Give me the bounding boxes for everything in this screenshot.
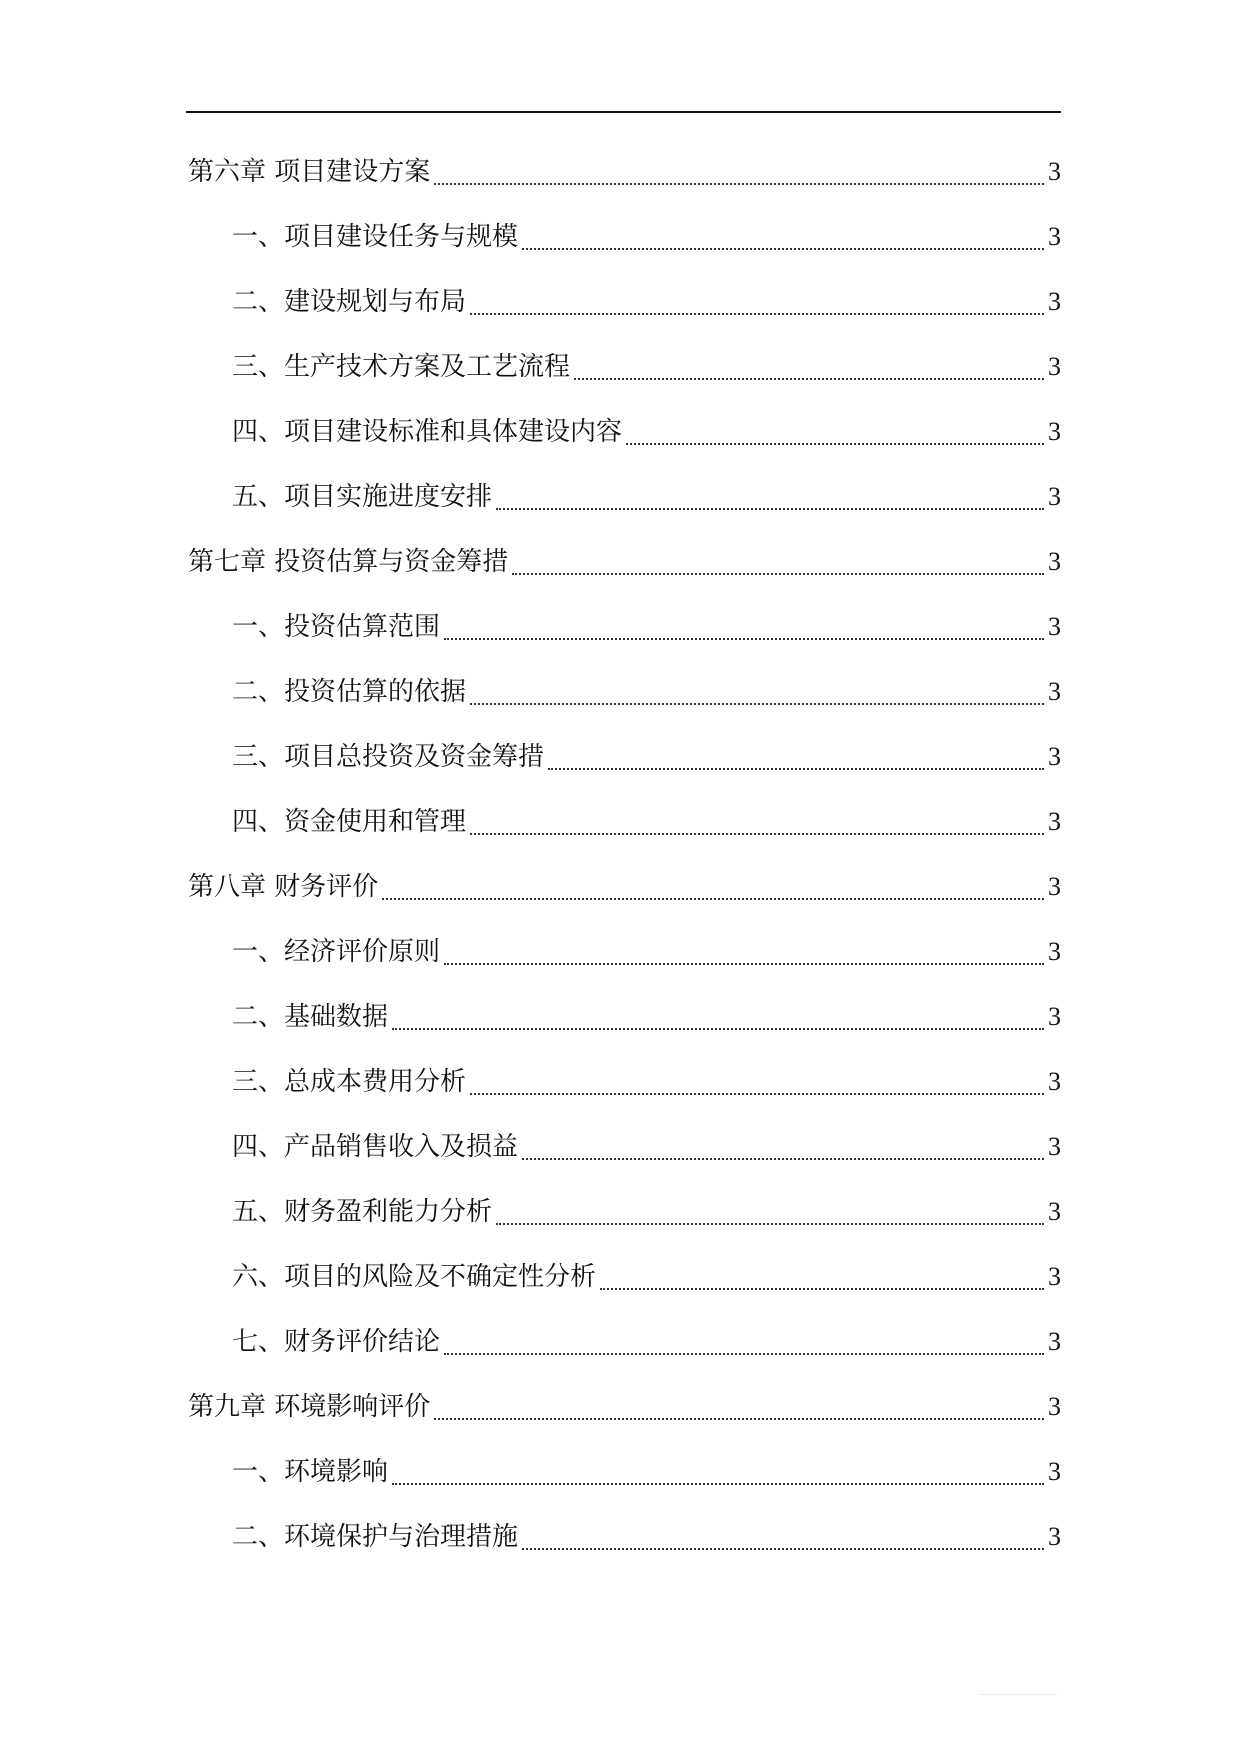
toc-section-entry[interactable]: [0, 737, 1241, 802]
toc-entry-label: 三、总成本费用分析: [232, 1067, 467, 1097]
toc-page-number: 3: [1048, 742, 1061, 771]
toc-chapter-entry[interactable]: [0, 152, 1241, 217]
toc-entry-label: 二、环境保护与治理措施: [232, 1522, 519, 1552]
toc-dot-leader: [444, 1322, 1044, 1355]
toc-entry-label: 五、项目实施进度安排: [232, 482, 493, 512]
toc-page-number: 3: [1048, 287, 1061, 316]
toc-entry-label: 七、财务评价结论: [232, 1327, 441, 1357]
toc-section-entry[interactable]: [0, 347, 1241, 412]
toc-chapter-entry[interactable]: [0, 867, 1241, 932]
toc-page-number: 3: [1048, 1132, 1061, 1161]
toc-entry-label: 六、项目的风险及不确定性分析: [232, 1262, 597, 1292]
toc-page-number: 3: [1048, 677, 1061, 706]
toc-section-entry[interactable]: [0, 1517, 1241, 1582]
toc-page-number: 3: [1048, 807, 1061, 836]
toc-entry-label: 一、经济评价原则: [232, 937, 441, 967]
toc-dot-leader: [444, 607, 1044, 640]
toc-section-entry[interactable]: [0, 1192, 1241, 1257]
toc-dot-leader: [470, 1062, 1044, 1095]
toc-page-number: 3: [1048, 937, 1061, 966]
toc-page-number: 3: [1048, 1327, 1061, 1356]
toc-chapter-entry[interactable]: [0, 542, 1241, 607]
toc-dot-leader: [470, 802, 1044, 835]
toc-section-entry[interactable]: [0, 802, 1241, 867]
toc-page-number: 3: [1048, 1262, 1061, 1291]
toc-dot-leader: [574, 347, 1044, 380]
toc-dot-leader: [470, 672, 1044, 705]
toc-entry-label: 五、财务盈利能力分析: [232, 1197, 493, 1227]
header-rule: [186, 111, 1061, 113]
toc-section-entry[interactable]: [0, 477, 1241, 542]
toc-page-number: 3: [1048, 1067, 1061, 1096]
toc-dot-leader: [522, 1127, 1044, 1160]
toc-page-number: 3: [1048, 1522, 1061, 1551]
toc-page-number: 3: [1048, 352, 1061, 381]
toc-page-number: 3: [1048, 157, 1061, 186]
toc-section-entry[interactable]: [0, 1257, 1241, 1322]
toc-dot-leader: [392, 1452, 1044, 1485]
toc-entry-label: 第八章 财务评价: [188, 872, 379, 902]
toc-entry-label: 四、项目建设标准和具体建设内容: [232, 417, 623, 447]
toc-section-entry[interactable]: [0, 217, 1241, 282]
toc-page-number: 3: [1048, 222, 1061, 251]
toc-entry-label: 第九章 环境影响评价: [188, 1392, 431, 1422]
toc-dot-leader: [522, 1517, 1044, 1550]
toc-dot-leader: [496, 1192, 1044, 1225]
toc-section-entry[interactable]: [0, 672, 1241, 737]
toc-dot-leader: [512, 542, 1044, 575]
toc-section-entry[interactable]: [0, 1322, 1241, 1387]
toc-entry-label: 二、建设规划与布局: [232, 287, 467, 317]
toc-entry-label: 一、环境影响: [232, 1457, 389, 1487]
toc-section-entry[interactable]: [0, 282, 1241, 347]
toc-page-number: 3: [1048, 417, 1061, 446]
toc-dot-leader: [496, 477, 1044, 510]
toc-section-entry[interactable]: [0, 412, 1241, 477]
toc-dot-leader: [434, 1387, 1044, 1420]
toc-page-number: 3: [1048, 1197, 1061, 1226]
toc-entry-label: 四、资金使用和管理: [232, 807, 467, 837]
toc-dot-leader: [522, 217, 1044, 250]
toc-dot-leader: [434, 152, 1044, 185]
toc-entry-label: 四、产品销售收入及损益: [232, 1132, 519, 1162]
toc-dot-leader: [392, 997, 1044, 1030]
toc-entry-label: 二、基础数据: [232, 1002, 389, 1032]
toc-section-entry[interactable]: [0, 1062, 1241, 1127]
toc-dot-leader: [444, 932, 1044, 965]
toc-entry-label: 一、项目建设任务与规模: [232, 222, 519, 252]
toc-section-entry[interactable]: [0, 997, 1241, 1062]
toc-chapter-entry[interactable]: [0, 1387, 1241, 1452]
toc-entry-label: 三、生产技术方案及工艺流程: [232, 352, 571, 382]
toc-section-entry[interactable]: [0, 1452, 1241, 1517]
toc-page-number: 3: [1048, 1392, 1061, 1421]
toc-dot-leader: [548, 737, 1044, 770]
toc-page-number: 3: [1048, 482, 1061, 511]
toc-entry-label: 一、投资估算范围: [232, 612, 441, 642]
toc-page-number: 3: [1048, 1457, 1061, 1486]
toc-entry-label: 二、投资估算的依据: [232, 677, 467, 707]
toc-entry-label: 第七章 投资估算与资金筹措: [188, 547, 509, 577]
toc-dot-leader: [382, 867, 1044, 900]
toc-section-entry[interactable]: [0, 1127, 1241, 1192]
footer-mark: [980, 1694, 1058, 1695]
toc-page-number: 3: [1048, 612, 1061, 641]
table-of-contents: [0, 152, 1241, 1582]
toc-dot-leader: [626, 412, 1044, 445]
toc-dot-leader: [600, 1257, 1044, 1290]
toc-dot-leader: [470, 282, 1044, 315]
toc-entry-label: 第六章 项目建设方案: [188, 157, 431, 187]
toc-section-entry[interactable]: [0, 932, 1241, 997]
toc-page-number: 3: [1048, 547, 1061, 576]
toc-page-number: 3: [1048, 1002, 1061, 1031]
toc-entry-label: 三、项目总投资及资金筹措: [232, 742, 545, 772]
toc-page-number: 3: [1048, 872, 1061, 901]
toc-section-entry[interactable]: [0, 607, 1241, 672]
